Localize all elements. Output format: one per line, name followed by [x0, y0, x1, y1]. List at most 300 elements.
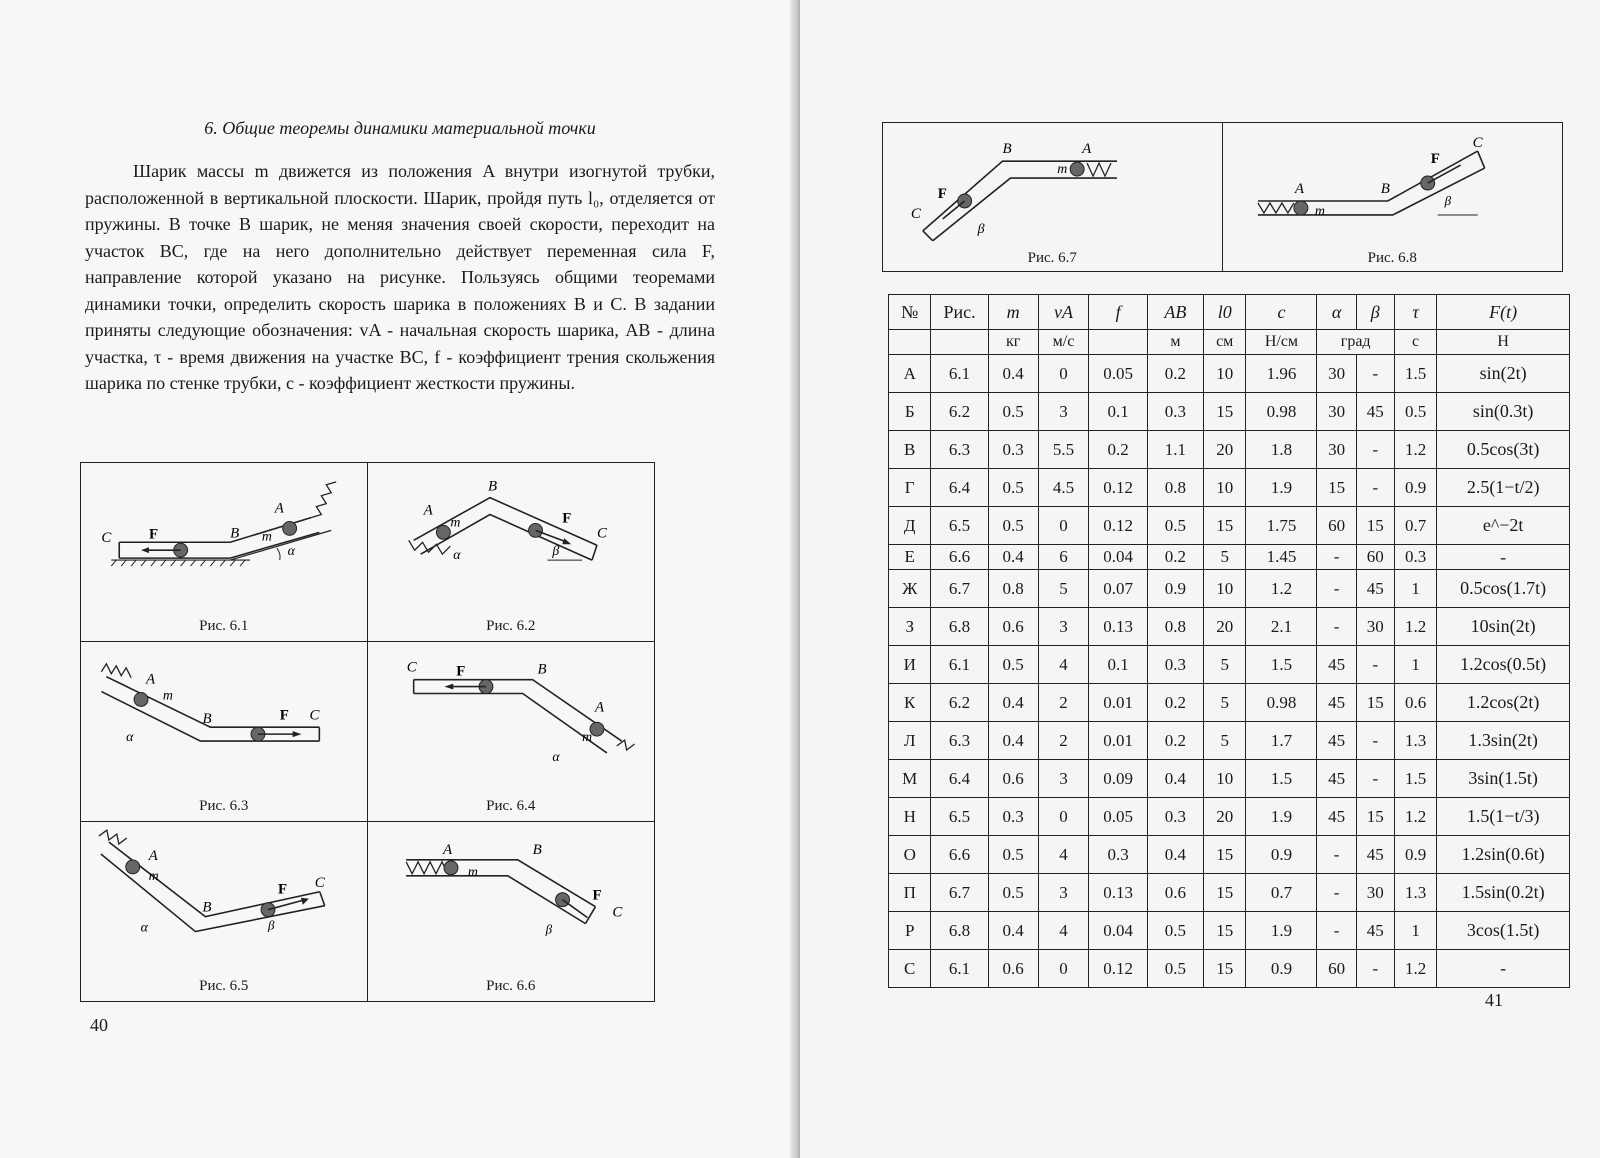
label-a: A: [1082, 141, 1092, 158]
table-cell: 1.5: [1394, 760, 1436, 798]
table-cell: 0.07: [1089, 570, 1147, 608]
variant-id-cell: Д: [889, 507, 931, 545]
column-header: l0: [1203, 295, 1245, 330]
unit-cell: Н/см: [1246, 330, 1317, 355]
label-b: B: [1380, 181, 1390, 198]
table-cell: 0.5cos(1.7t): [1437, 570, 1570, 608]
table-cell: 0.05: [1089, 355, 1147, 393]
label-b: B: [1002, 141, 1012, 158]
variant-id-cell: М: [889, 760, 931, 798]
table-cell: 1.2: [1394, 950, 1436, 988]
table-cell: 1.2sin(0.6t): [1437, 836, 1570, 874]
variant-id-cell: Ж: [889, 570, 931, 608]
unit-cell: [1089, 330, 1147, 355]
table-cell: 0.5: [988, 393, 1038, 431]
variant-id-cell: В: [889, 431, 931, 469]
table-cell: -: [1356, 646, 1394, 684]
table-row: [889, 570, 1570, 608]
table-cell: 1.2cos(0.5t): [1437, 646, 1570, 684]
table-cell: -: [1356, 760, 1394, 798]
column-header: α: [1317, 295, 1356, 330]
table-cell: 45: [1356, 836, 1394, 874]
table-cell: 2: [1038, 722, 1089, 760]
figure-caption: Рис. 6.6: [486, 977, 536, 994]
variant-id-cell: Г: [889, 469, 931, 507]
label-alpha: α: [126, 729, 134, 745]
problem-text: Шарик массы m движется из положения A внутри изогнутой трубки, расположенной в вертикальной плоскости. Шарик, пройдя путь l₀, отделяется от пружины. В точке B шарик, не меняя значения своей скорости, переходит на участок BC, где на него дополнительно действует переменная сила F, направление которой указано на рисунке. Пользуясь общими теоремами динамики точки, определить скорость шарика в положениях B и C. В задании приняты следующие обозначения: vA - начальная скорость шарика, AB - длина участка, τ - время движения на участке BC, f - коэффициент трения скольжения шарика по стенке трубки, c - коэффициент жесткости пружины.: [85, 161, 715, 393]
label-b: B: [532, 841, 542, 858]
unit-cell: Н: [1437, 330, 1570, 355]
table-cell: 0.9: [1246, 836, 1317, 874]
table-cell: 3: [1038, 760, 1089, 798]
table-cell: 15: [1203, 393, 1245, 431]
variant-id-cell: Л: [889, 722, 931, 760]
table-cell: 0.3: [1147, 393, 1203, 431]
table-cell: 4: [1038, 836, 1089, 874]
label-m: m: [261, 528, 272, 544]
table-cell: 6: [1038, 545, 1089, 570]
table-cell: -: [1317, 570, 1356, 608]
table-cell: 45: [1356, 570, 1394, 608]
table-cell: 0.98: [1246, 393, 1317, 431]
table-cell: 6.4: [931, 760, 988, 798]
table-cell: 6.6: [931, 836, 988, 874]
table-cell: 0.3: [1394, 545, 1436, 570]
label-force: F: [277, 881, 288, 898]
table-cell: -: [1356, 431, 1394, 469]
table-cell: 0.4: [988, 545, 1038, 570]
table-cell: 0.4: [988, 912, 1038, 950]
table-cell: 20: [1203, 798, 1245, 836]
table-cell: 1.2: [1394, 798, 1436, 836]
label-beta: β: [268, 917, 275, 933]
label-beta: β: [551, 543, 559, 559]
figure-6-6-drawing: [368, 822, 655, 1001]
table-cell: 30: [1356, 608, 1394, 646]
table-cell: 6.2: [931, 684, 988, 722]
label-force: F: [937, 185, 947, 202]
table-cell: 1.3: [1394, 722, 1436, 760]
variant-id-cell: Е: [889, 545, 931, 570]
table-cell: 0.5: [988, 874, 1038, 912]
table-cell: 0.09: [1089, 760, 1147, 798]
table-cell: 0.5: [1147, 507, 1203, 545]
table-cell: 0.3: [1089, 836, 1147, 874]
table-cell: 1.5: [1246, 760, 1317, 798]
table-cell: sin(2t): [1437, 355, 1570, 393]
table-cell: 0.9: [1246, 950, 1317, 988]
table-cell: 0.9: [1147, 570, 1203, 608]
table-cell: 6.3: [931, 431, 988, 469]
figure-grid: [80, 462, 655, 1002]
table-row: [889, 355, 1570, 393]
label-b: B: [202, 711, 212, 728]
label-beta: β: [1444, 192, 1451, 208]
figure-caption: Рис. 6.7: [1027, 250, 1077, 266]
table-cell: 1: [1394, 912, 1436, 950]
label-a: A: [1294, 181, 1304, 198]
figure-6-7-drawing: [883, 123, 1222, 271]
unit-cell: м: [1147, 330, 1203, 355]
table-cell: 30: [1317, 355, 1356, 393]
unit-cell: см: [1203, 330, 1245, 355]
table-cell: 45: [1317, 798, 1356, 836]
table-cell: 0.2: [1147, 545, 1203, 570]
table-cell: 10: [1203, 355, 1245, 393]
table-cell: 6.4: [931, 469, 988, 507]
table-cell: 0: [1038, 355, 1089, 393]
table-row: [889, 646, 1570, 684]
label-b: B: [230, 525, 240, 542]
variant-id-cell: А: [889, 355, 931, 393]
table-cell: 0.5: [1147, 950, 1203, 988]
table-cell: 15: [1203, 836, 1245, 874]
label-a: A: [145, 671, 156, 688]
table-cell: 0.4: [1147, 836, 1203, 874]
table-cell: 1.5: [1246, 646, 1317, 684]
table-cell: 1.75: [1246, 507, 1317, 545]
table-cell: 60: [1356, 545, 1394, 570]
table-row: [889, 722, 1570, 760]
figure-caption: Рис. 6.8: [1367, 250, 1417, 266]
table-cell: 1.2cos(2t): [1437, 684, 1570, 722]
label-force: F: [561, 510, 571, 527]
table-cell: 1.45: [1246, 545, 1317, 570]
table-cell: 0.5: [988, 836, 1038, 874]
figure-6-5-drawing: [81, 822, 367, 1001]
variant-id-cell: Р: [889, 912, 931, 950]
table-cell: 0.13: [1089, 874, 1147, 912]
variant-id-cell: К: [889, 684, 931, 722]
table-cell: 30: [1317, 431, 1356, 469]
table-cell: -: [1317, 545, 1356, 570]
label-b: B: [537, 662, 547, 679]
variants-table: [888, 294, 1570, 988]
table-cell: 1.5sin(0.2t): [1437, 874, 1570, 912]
table-cell: 20: [1203, 608, 1245, 646]
variant-id-cell: О: [889, 836, 931, 874]
table-cell: 3sin(1.5t): [1437, 760, 1570, 798]
figure-6-8: [1223, 123, 1563, 271]
table-row: [889, 798, 1570, 836]
figure-6-1-drawing: [81, 463, 367, 641]
label-m: m: [581, 729, 592, 745]
table-cell: 4: [1038, 912, 1089, 950]
figure-6-2-drawing: [368, 463, 655, 641]
figure-6-5: [81, 822, 368, 1001]
table-cell: 45: [1356, 912, 1394, 950]
table-cell: 6.8: [931, 912, 988, 950]
figure-6-8-drawing: [1223, 123, 1563, 271]
table-cell: 0.4: [988, 355, 1038, 393]
table-cell: 0.8: [988, 570, 1038, 608]
table-cell: -: [1317, 836, 1356, 874]
left-page: [0, 0, 795, 1158]
table-cell: 0.2: [1089, 431, 1147, 469]
column-header: №: [889, 295, 931, 330]
table-cell: 45: [1356, 393, 1394, 431]
table-row: [889, 684, 1570, 722]
table-cell: 1.9: [1246, 469, 1317, 507]
table-cell: 0.01: [1089, 684, 1147, 722]
table-cell: 1.1: [1147, 431, 1203, 469]
table-cell: 6.1: [931, 355, 988, 393]
table-row: [889, 431, 1570, 469]
figure-6-2: [368, 463, 655, 642]
label-c: C: [596, 525, 607, 542]
table-cell: 6.8: [931, 608, 988, 646]
table-row: [889, 950, 1570, 988]
label-m: m: [467, 864, 478, 880]
table-header-row: [889, 295, 1570, 330]
column-header: vA: [1038, 295, 1089, 330]
column-header: Рис.: [931, 295, 988, 330]
table-cell: -: [1356, 355, 1394, 393]
table-cell: 15: [1356, 507, 1394, 545]
page-number-right: 41: [1485, 990, 1503, 1010]
figure-6-3-drawing: [81, 642, 367, 820]
label-alpha: α: [287, 543, 295, 559]
figure-caption: Рис. 6.1: [199, 618, 249, 635]
table-cell: 10: [1203, 570, 1245, 608]
table-row: [889, 836, 1570, 874]
table-cell: 6.5: [931, 507, 988, 545]
variant-id-cell: Н: [889, 798, 931, 836]
table-cell: 1: [1394, 570, 1436, 608]
label-a: A: [442, 841, 452, 858]
label-beta: β: [545, 921, 552, 937]
label-b: B: [202, 899, 212, 916]
table-cell: 4.5: [1038, 469, 1089, 507]
page-number-left: 40: [90, 1015, 108, 1035]
label-force: F: [279, 707, 289, 724]
label-alpha: α: [140, 920, 148, 936]
table-cell: 0.98: [1246, 684, 1317, 722]
table-cell: 0.13: [1089, 608, 1147, 646]
variant-id-cell: Б: [889, 393, 931, 431]
table-cell: -: [1356, 469, 1394, 507]
figure-6-4-drawing: [368, 642, 655, 820]
table-row: [889, 393, 1570, 431]
column-header: c: [1246, 295, 1317, 330]
column-header: τ: [1394, 295, 1436, 330]
table-cell: 5: [1203, 646, 1245, 684]
table-cell: 0.04: [1089, 545, 1147, 570]
label-c: C: [910, 205, 921, 222]
table-cell: 0: [1038, 798, 1089, 836]
figure-6-1: [81, 463, 368, 642]
label-force: F: [591, 887, 602, 904]
table-cell: 3: [1038, 393, 1089, 431]
table-cell: 0.5: [988, 646, 1038, 684]
table-row: [889, 912, 1570, 950]
label-m: m: [162, 687, 173, 703]
figure-caption: Рис. 6.5: [199, 977, 249, 994]
table-cell: 0.01: [1089, 722, 1147, 760]
table-cell: 60: [1317, 950, 1356, 988]
table-cell: 0.5: [1394, 393, 1436, 431]
table-cell: 6.7: [931, 570, 988, 608]
table-cell: -: [1356, 950, 1394, 988]
table-cell: 0.12: [1089, 507, 1147, 545]
table-cell: 15: [1356, 798, 1394, 836]
table-cell: -: [1317, 912, 1356, 950]
table-cell: 0.4: [1147, 760, 1203, 798]
table-cell: 0.2: [1147, 722, 1203, 760]
table-cell: 6.7: [931, 874, 988, 912]
table-cell: 0.6: [988, 950, 1038, 988]
label-alpha: α: [551, 749, 560, 765]
table-cell: 30: [1317, 393, 1356, 431]
table-cell: 6.5: [931, 798, 988, 836]
table-cell: 1.7: [1246, 722, 1317, 760]
label-c: C: [1472, 135, 1483, 152]
table-cell: 1.2: [1394, 431, 1436, 469]
table-cell: 4: [1038, 646, 1089, 684]
table-cell: 45: [1317, 722, 1356, 760]
label-a: A: [148, 847, 158, 864]
table-cell: 15: [1203, 507, 1245, 545]
label-alpha: α: [452, 547, 461, 563]
table-cell: 6.3: [931, 722, 988, 760]
label-force: F: [455, 664, 465, 681]
table-cell: 0.04: [1089, 912, 1147, 950]
column-header: f: [1089, 295, 1147, 330]
right-page: [800, 0, 1600, 1158]
figure-caption: Рис. 6.2: [486, 618, 536, 635]
table-cell: 0.1: [1089, 393, 1147, 431]
table-row: [889, 874, 1570, 912]
label-m: m: [449, 514, 460, 530]
table-cell: 1: [1394, 646, 1436, 684]
label-c: C: [101, 530, 112, 547]
table-cell: 1.96: [1246, 355, 1317, 393]
table-cell: 15: [1203, 950, 1245, 988]
label-m: m: [148, 868, 159, 884]
label-m: m: [1057, 162, 1068, 178]
table-row: [889, 469, 1570, 507]
table-cell: 1.9: [1246, 912, 1317, 950]
table-cell: -: [1317, 608, 1356, 646]
table-cell: 0.9: [1394, 836, 1436, 874]
table-cell: 0.6: [988, 760, 1038, 798]
column-header: F(t): [1437, 295, 1570, 330]
table-cell: 6.2: [931, 393, 988, 431]
table-row: [889, 760, 1570, 798]
table-cell: 0.3: [1147, 798, 1203, 836]
figure-6-7: [883, 123, 1223, 271]
unit-cell: [889, 330, 931, 355]
table-cell: 0.5cos(3t): [1437, 431, 1570, 469]
label-force: F: [148, 526, 159, 543]
unit-cell: с: [1394, 330, 1436, 355]
table-cell: 0.12: [1089, 469, 1147, 507]
table-cell: 0.2: [1147, 355, 1203, 393]
table-cell: 3: [1038, 874, 1089, 912]
table-cell: 0.3: [988, 431, 1038, 469]
figure-caption: Рис. 6.3: [199, 797, 249, 814]
table-row: [889, 507, 1570, 545]
table-cell: 1.2: [1394, 608, 1436, 646]
table-cell: 1.5: [1394, 355, 1436, 393]
table-cell: 0.2: [1147, 684, 1203, 722]
label-c: C: [309, 707, 320, 724]
label-c: C: [406, 660, 417, 677]
table-cell: 0.4: [988, 684, 1038, 722]
table-cell: 1.3: [1394, 874, 1436, 912]
table-cell: 0.8: [1147, 608, 1203, 646]
figure-6-3: [81, 642, 368, 821]
table-cell: 0.7: [1394, 507, 1436, 545]
unit-cell: град: [1317, 330, 1394, 355]
table-cell: 15: [1203, 912, 1245, 950]
table-cell: 0.5: [1147, 912, 1203, 950]
figure-6-4: [368, 642, 655, 821]
column-header: AB: [1147, 295, 1203, 330]
variant-id-cell: П: [889, 874, 931, 912]
table-cell: 3: [1038, 608, 1089, 646]
table-cell: 5: [1203, 684, 1245, 722]
label-a: A: [594, 699, 604, 716]
figure-caption: Рис. 6.4: [486, 797, 536, 814]
table-cell: 1.2: [1246, 570, 1317, 608]
table-cell: 3cos(1.5t): [1437, 912, 1570, 950]
table-cell: 0.1: [1089, 646, 1147, 684]
table-cell: 20: [1203, 431, 1245, 469]
table-cell: 0.7: [1246, 874, 1317, 912]
table-cell: 0.6: [988, 608, 1038, 646]
table-cell: 0.5: [988, 507, 1038, 545]
table-cell: -: [1317, 874, 1356, 912]
table-cell: 2.5(1−t/2): [1437, 469, 1570, 507]
figure-6-6: [368, 822, 655, 1001]
variant-id-cell: З: [889, 608, 931, 646]
label-a: A: [274, 500, 284, 517]
label-a: A: [423, 502, 433, 519]
table-cell: 1.8: [1246, 431, 1317, 469]
table-cell: e^−2t: [1437, 507, 1570, 545]
section-heading: 6. Общие теоремы динамики материальной точки: [204, 118, 596, 138]
table-cell: 15: [1356, 684, 1394, 722]
label-beta: β: [977, 221, 985, 237]
table-cell: 45: [1317, 684, 1356, 722]
table-cell: 0.4: [988, 722, 1038, 760]
table-row: [889, 608, 1570, 646]
table-cell: 0.3: [1147, 646, 1203, 684]
column-header: β: [1356, 295, 1394, 330]
table-row: [889, 545, 1570, 570]
column-header: m: [988, 295, 1038, 330]
table-cell: 0.6: [1147, 874, 1203, 912]
label-b: B: [487, 478, 497, 495]
table-cell: 45: [1317, 760, 1356, 798]
table-cell: 6.1: [931, 646, 988, 684]
table-cell: 5: [1203, 545, 1245, 570]
table-cell: 15: [1317, 469, 1356, 507]
table-cell: 0: [1038, 507, 1089, 545]
table-cell: 15: [1203, 874, 1245, 912]
table-units-row: [889, 330, 1570, 355]
table-cell: 10: [1203, 760, 1245, 798]
table-cell: 5.5: [1038, 431, 1089, 469]
table-cell: 0.8: [1147, 469, 1203, 507]
table-cell: 1.5(1−t/3): [1437, 798, 1570, 836]
table-cell: 5: [1203, 722, 1245, 760]
label-m: m: [1314, 203, 1325, 219]
table-cell: -: [1437, 545, 1570, 570]
table-cell: 0.3: [988, 798, 1038, 836]
label-c: C: [314, 874, 325, 891]
